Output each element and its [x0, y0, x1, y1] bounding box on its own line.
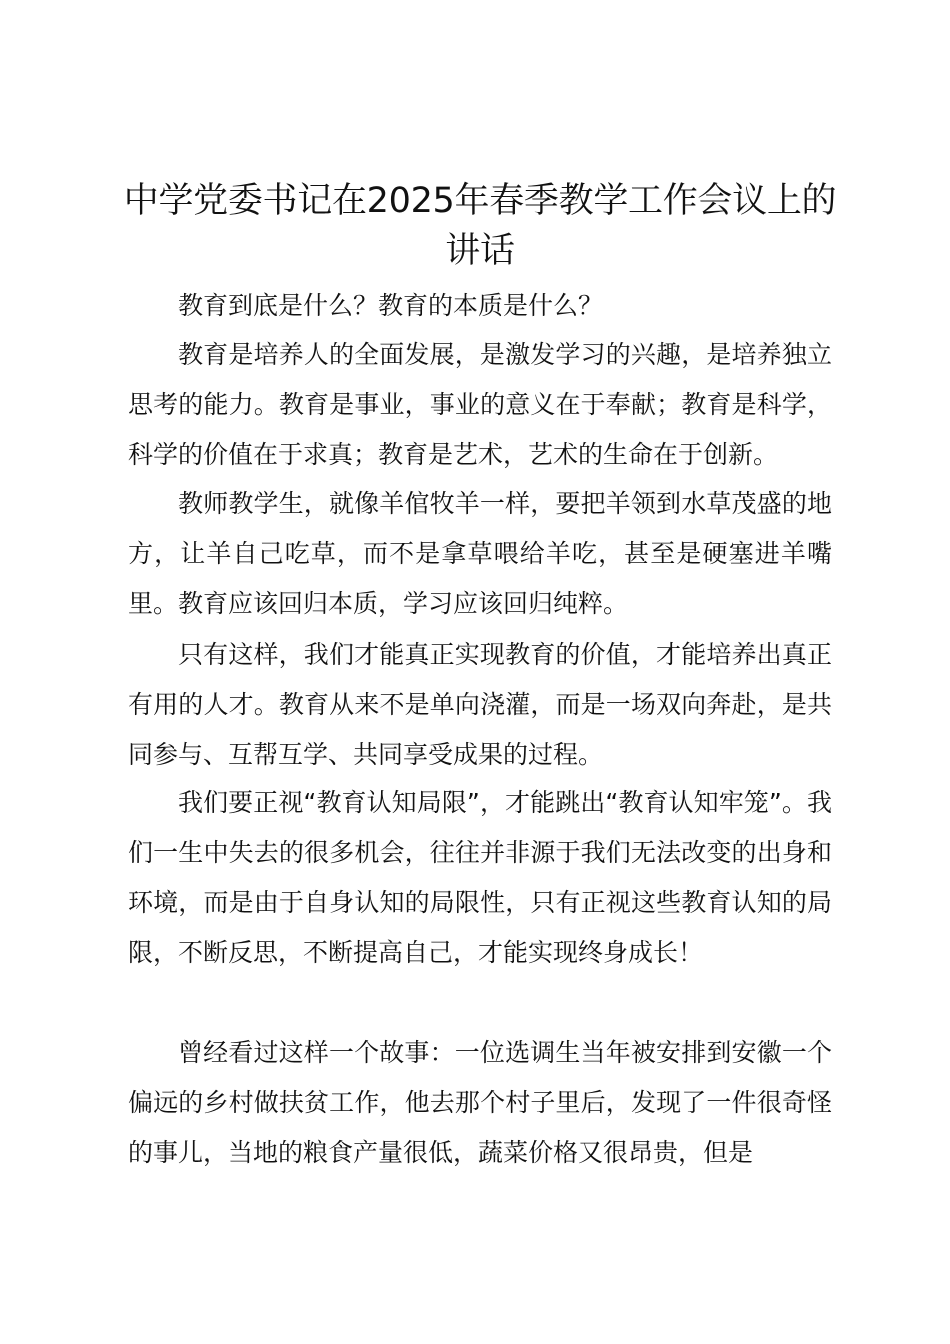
paragraph: 教师教学生，就像羊倌牧羊一样，要把羊领到水草茂盛的地方，让羊自己吃草，而不是拿草喂给羊吃，甚至是硬塞进羊嘴里。教育应该回归本质，学习应该回归纯粹。: [128, 489, 832, 618]
paragraph: 教育到底是什么？教育的本质是什么？: [178, 291, 604, 320]
paragraph: 教育是培养人的全面发展，是激发学习的兴趣，是培养独立思考的能力。教育是事业，事业的意义在于奉献；教育是科学，科学的价值在于求真；教育是艺术，艺术的生命在于创新。: [128, 340, 832, 469]
paragraph: 只有这样，我们才能真正实现教育的价值，才能培养出真正有用的人才。教育从来不是单向浇灌，而是一场双向奔赴，是共同参与、互帮互学、共同享受成果的过程。: [128, 640, 832, 769]
paragraph: 曾经看过这样一个故事：一位选调生当年被安排到安徽一个偏远的乡村做扶贫工作，他去那个村子里后，发现了一件很奇怪的事儿，当地的粮食产量很低，蔬菜价格又很昂贵，但是: [128, 1038, 832, 1167]
document-title: 中学党委书记在2025年春季教学工作会议上的讲话: [123, 181, 837, 271]
paragraph: 我们要正视“教育认知局限”，才能跳出“教育认知牢笼”。我们一生中失去的很多机会，往往并非源于我们无法改变的出身和环境，而是由于自身认知的局限性，只有正视这些教育认知的局限，不断反思，不断提高自己，才能实现终身成长！: [128, 788, 832, 967]
